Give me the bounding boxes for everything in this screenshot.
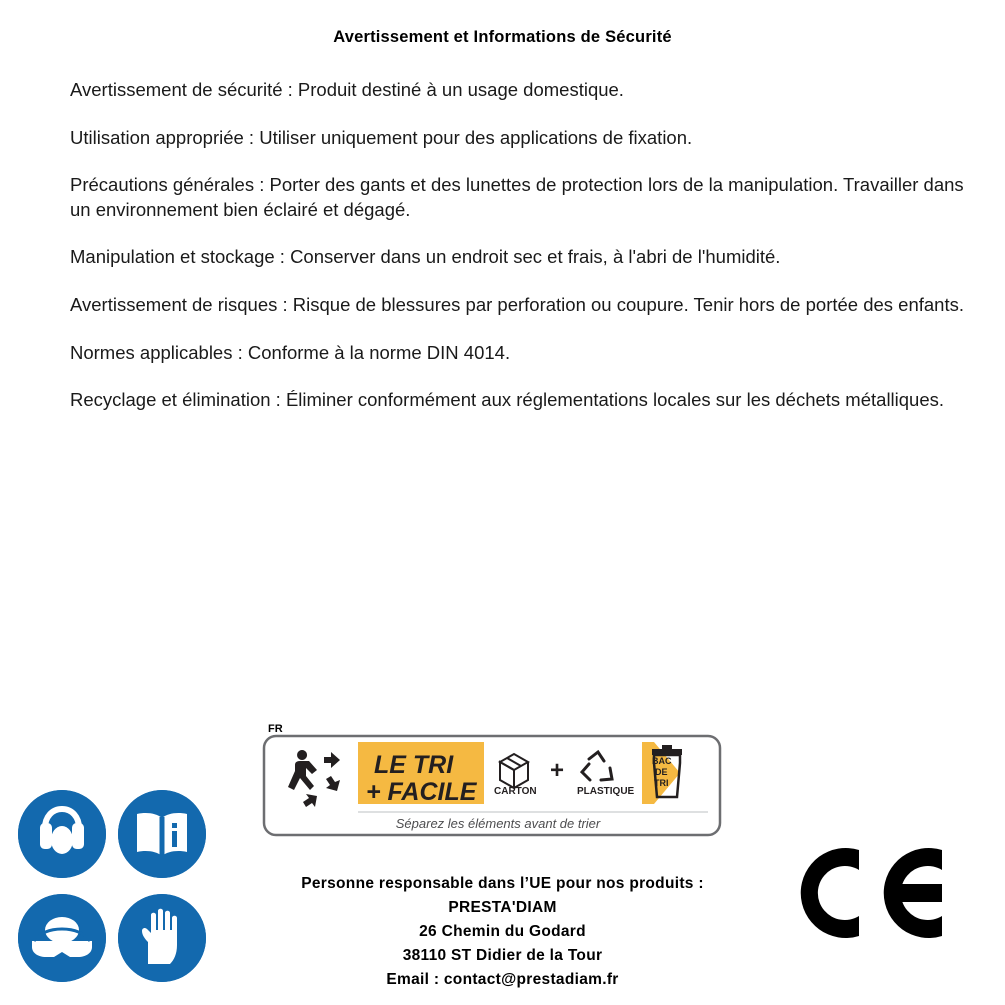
responsible-email: Email : contact@prestadiam.fr — [386, 971, 619, 989]
ear-protection-icon — [18, 790, 106, 878]
safety-information-body — [70, 78, 975, 413]
page-title: Avertissement et Informations de Sécurité — [333, 28, 672, 46]
recycling-sorting-label — [262, 722, 722, 849]
paragraph-recycling-disposal: Recyclage et élimination : Éliminer conformément aux réglementations locales sur les déchets métalliques. — [70, 389, 945, 411]
responsible-address: 26 Chemin du Godard — [419, 923, 586, 941]
paragraph-risk-warning: Avertissement de risques : Risque de blessures par perforation ou coupure. Tenir hors de portée des enfants. — [70, 293, 964, 315]
svg-text:TRI: TRI — [654, 778, 669, 788]
svg-text:PLASTIQUE: PLASTIQUE — [577, 786, 635, 797]
svg-text:FR: FR — [268, 723, 283, 735]
svg-text:Séparez les éléments avant de: Séparez les éléments avant de trier — [395, 816, 601, 831]
paragraph-appropriate-use: Utilisation appropriée : Utiliser uniquement pour des applications de fixation. — [70, 126, 693, 148]
responsible-city: 38110 ST Didier de la Tour — [402, 947, 603, 965]
responsible-person-block — [0, 872, 1005, 992]
paragraph-applicable-standards: Normes applicables : Conforme à la norme DIN 4014. — [70, 341, 511, 363]
responsible-company-name: PRESTA'DIAM — [448, 899, 557, 917]
paragraph-handling-storage: Manipulation et stockage : Conserver dans un endroit sec et frais, à l'abri de l'humidité. — [70, 246, 781, 268]
read-instructions-icon — [118, 790, 206, 878]
svg-text:+: + — [550, 757, 565, 784]
svg-text:DE: DE — [655, 767, 668, 777]
svg-text:+ FACILE: + FACILE — [366, 778, 477, 806]
svg-text:LE TRI: LE TRI — [374, 751, 454, 779]
svg-text:BAC: BAC — [652, 756, 672, 766]
paragraph-safety-warning: Avertissement de sécurité : Produit destiné à un usage domestique. — [70, 79, 624, 100]
svg-text:CARTON: CARTON — [494, 786, 537, 797]
responsible-person-intro: Personne responsable dans l’UE pour nos produits : — [301, 875, 704, 892]
paragraph-general-precautions: Précautions générales : Porter des gants et des lunettes de protection lors de la manipulation. Travailler dans un environnement bien éclairé et dégagé. — [70, 174, 964, 220]
